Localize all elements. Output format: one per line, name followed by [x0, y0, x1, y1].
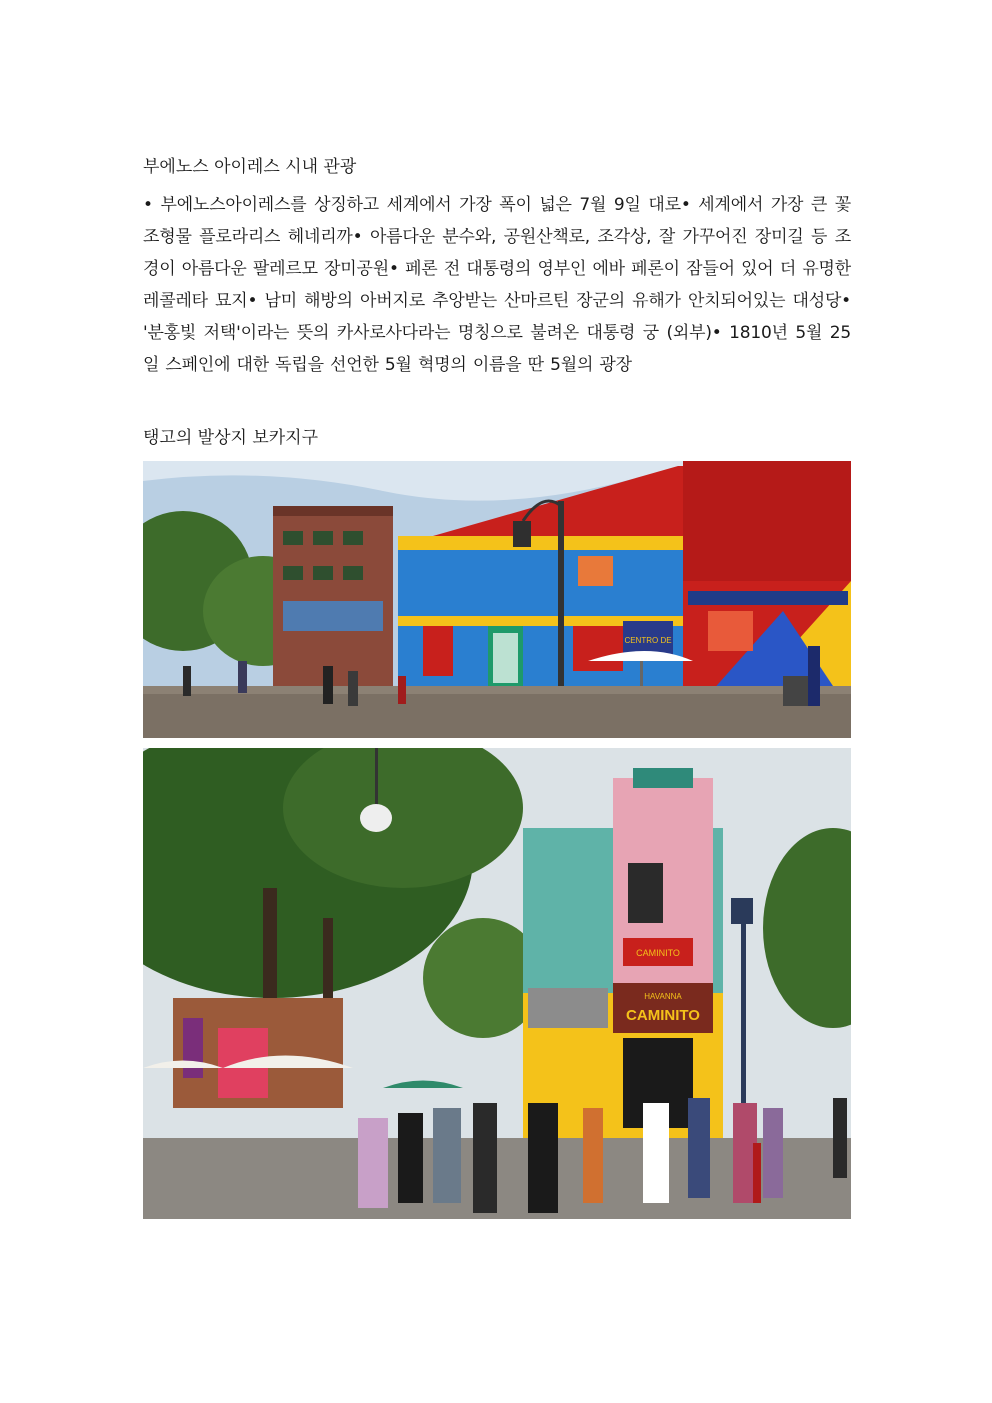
caminito-sign: CAMINITO [626, 1007, 700, 1024]
section-heading-la-boca: 탱고의 발상지 보카지구 [143, 428, 319, 448]
section-heading-city-tour: 부에노스 아이레스 시내 관광 [143, 157, 357, 177]
balcony-sign: CAMINITO [636, 948, 680, 958]
centro-sign: CENTRO DE [624, 636, 672, 645]
city-tour-paragraph: • 부에노스아이레스를 상징하고 세계에서 가장 폭이 넓은 7월 9일 대로• 세계에서 가장 큰 꽃 조형물 플로라리스 헤네리까• 아름다운 분수와, 공원산책로, 조각상, 잘 가꾸어진 장미길 등 조경이 아름다운 팔레르모 장미공원• 페론 전 대통령의 영부인 에바 페론이 잠들어 있어 더 유명한 레콜레타 묘지• 남미 해방의 아버지로 추앙받는 산마르틴 장군의 유해가 안치되어있는 대성당• '분홍빛 저택'이라는 뜻의 카사로사다라는 명칭으로 불려온 대통령 궁 (외부)• 1810년 5월 25일 스페인에 대한 독립을 선언한 5월 혁명의 이름을 딴 5월의 광장 [143, 195, 851, 375]
havanna-sign: HAVANNA [644, 992, 682, 1001]
caminito-street-photo [143, 748, 851, 1219]
la-boca-street-photo [143, 461, 851, 738]
